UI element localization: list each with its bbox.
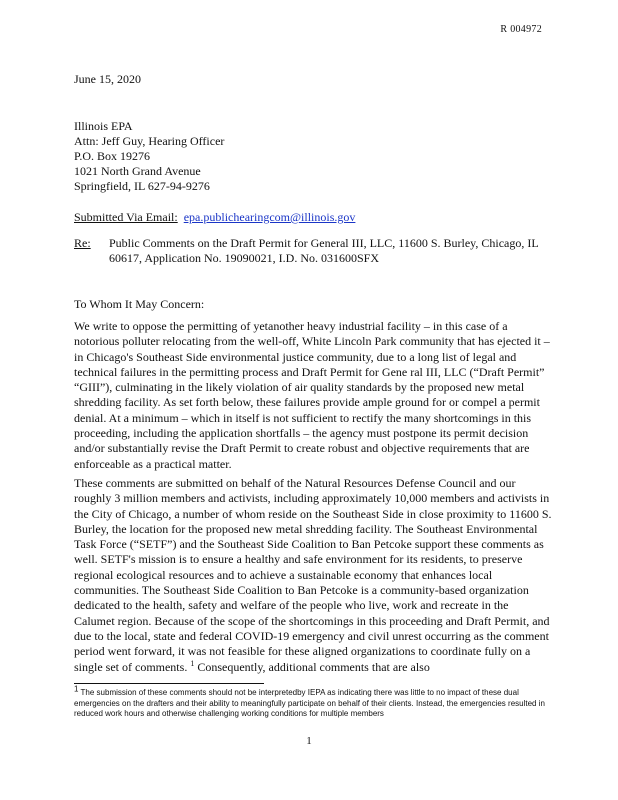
footnote [74,684,552,720]
re-text: Public Comments on the Draft Permit for General III, LLC, 11600 S. Burley, Chicago, IL 60617, Application No. 19090021, I.D. No. 031600SFX [109,236,539,265]
footnote-marker: 1 [74,684,79,694]
recipient-address [74,119,224,194]
subject-line [74,236,548,266]
body-paragraph-1: We write to oppose the permitting of yetanother heavy industrial facility – in this case of a notorious polluter relocating from the well-off, White Lincoln Park community that has ejected it – in Chicago's Southeast Side environmental justice community, due to a long list of legal and technical failures in the permitting process and Draft Permit for Gene ral III, LLC (“Draft Permit” “GIII”), culminating in the likely violation of air quality standards by the proposed new metal shredding facility. As set forth below, these failures provide ample ground for or compel a permit denial. At a minimum – which in itself is not sufficient to rectify the many shortcomings in this proceeding, including the application shortfalls – the agency must postpone its permit decision and/or substantially revise the Draft Permit to create robust and objective requirements that are enforceable as a practical matter. [74,319,550,471]
salutation: To Whom It May Concern: [74,297,205,311]
letter-date: June 15, 2020 [74,72,141,86]
paragraph-2-text: These comments are submitted on behalf of the Natural Resources Defense Council and our roughly 3 million members and activists, including approximately 10,000 members and activists in the City of Chicago, a number of whom reside on the Southeast Side in close proximity to 11600 S. Burley, the location for the proposed new metal shredding facility. The Southeast Environmental Task Force (“SETF”) and the Southeast Side Coalition to Ban Petcoke support these comments as well. SETF's mission is to ensure a healthy and safe environment for its residents, to preserve regional ecological resources and to achieve a sustainable economy that enhances local communities. The Southeast Side Coalition to Ban Petcoke is a community-based organization dedicated to the health, safety and welfare of the people who live, work and recreate in the Calumet region. Because of the scope of the shortcomings in this proceeding and Draft Permit, and due to the local, state and federal COVID-19 emergency and civil unrest occurring as the comment period went forward, it was not feasible for these aligned organizations to coordinate fully on a single set of comments. [74,476,552,674]
email-link[interactable]: epa.publichearingcom@illinois.gov [183,210,356,224]
footnote-reference[interactable]: 1 [190,658,195,668]
re-label: Re: [74,236,91,250]
submission-method [74,210,355,225]
address-line: 1021 North Grand Avenue [74,164,201,178]
address-line: Springfield, IL 627-94-9276 [74,179,210,193]
body-paragraph-2 [74,476,552,675]
address-line: Illinois EPA [74,119,133,133]
address-line: P.O. Box 19276 [74,149,151,163]
paragraph-2-tail: Consequently, additional comments that are also [194,659,430,674]
footnote-text: The submission of these comments should not be interpretedby IEPA as indicating there was little to no impact of these dual emergencies on the drafters and their ability to meaningfully participate on behalf of their clients. Instead, the emergencies resulted in reduced work hours and otherwise challenging working conditions for multiple members [74,688,545,718]
address-line: Attn: Jeff Guy, Hearing Officer [74,134,225,148]
page-number: 1 [306,735,312,747]
footnote-divider [74,683,264,684]
submitted-label: Submitted Via Email: [74,210,178,224]
bates-number: R 004972 [500,24,542,35]
